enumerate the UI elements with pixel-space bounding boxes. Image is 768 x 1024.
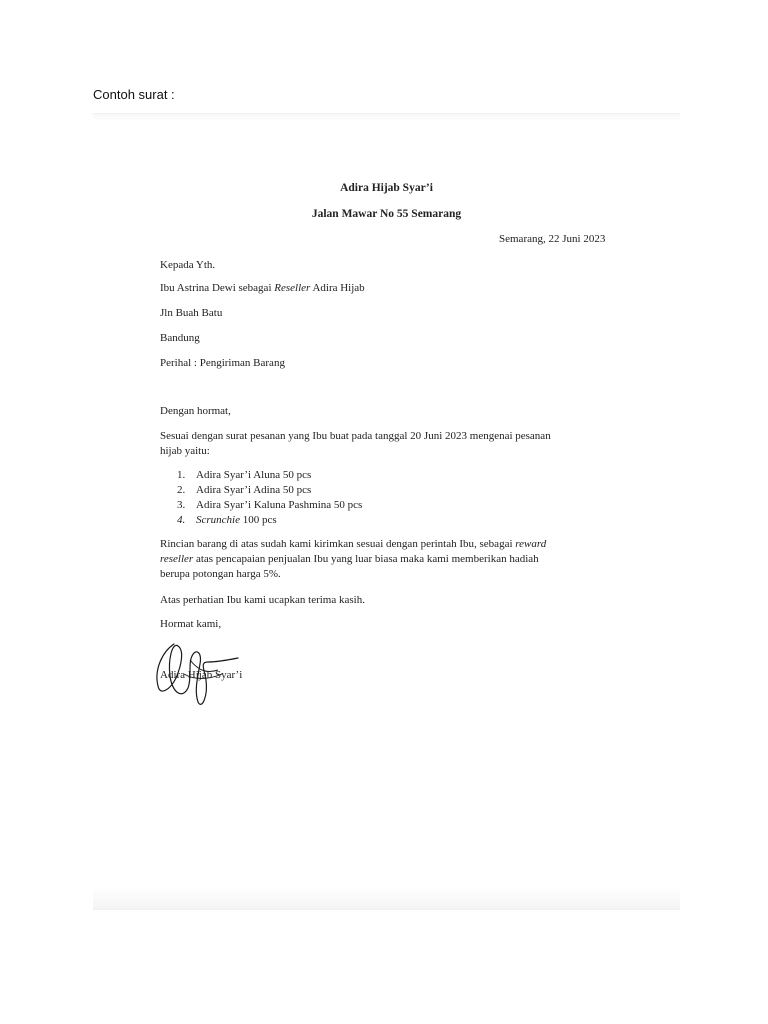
letter-subject: Perihal : Pengiriman Barang [160,357,285,369]
item-4-number: 4. [177,514,186,526]
letter-scan [93,113,680,910]
letter-address: Jalan Mawar No 55 Semarang [311,208,462,220]
item-2-text: Adira Syar’i Adina 50 pcs [196,484,312,496]
letter-para2-line2 [160,553,539,565]
scan-bottom-edge [93,887,680,909]
signature-icon [148,630,248,706]
item-3-text: Adira Syar’i Kaluna Pashmina 50 pcs [196,499,363,511]
letter-signer: Adira Hijab Syar’i [160,669,243,681]
letter-para1-line2: hijab yaitu: [160,445,210,457]
para2-line1-pre: Rincian barang di atas sudah kami kirimkan sesuai dengan perintah Ibu, sebagai [160,538,516,550]
caption-label: Contoh surat : [93,87,175,102]
letter-to-line4: Bandung [160,332,200,344]
para2-line2-post: atas pencapaian penjualan Ibu yang luar biasa maka kami memberikan hadiah [193,553,539,565]
to-line2-italic: Reseller [274,282,311,294]
letter-para2-line1 [160,538,546,550]
item-3-number: 3. [177,499,186,511]
para2-line1-italic: reward [515,538,547,550]
letter-greeting: Dengan hormat, [160,405,231,417]
to-line2-pre: Ibu Astrina Dewi sebagai [160,282,275,294]
letter-para1-line1: Sesuai dengan surat pesanan yang Ibu buat pada tanggal 20 Juni 2023 mengenai pesanan [160,430,551,442]
letter-thanks: Atas perhatian Ibu kami ucapkan terima kasih. [160,594,365,606]
letter-to-line1: Kepada Yth. [160,259,216,271]
para2-line2-italic: reseller [160,553,194,565]
item-1-number: 1. [177,469,186,481]
letter-closing: Hormat kami, [160,618,222,630]
scan-top-edge [93,114,680,122]
letter-to-line3: Jln Buah Batu [160,307,223,319]
item-4-text [196,514,277,526]
letter-company: Adira Hijab Syar’i [340,182,433,194]
item-4-italic: Scrunchie [196,514,240,526]
letter-to-line2 [160,282,365,294]
item-1-text: Adira Syar’i Aluna 50 pcs [196,469,312,481]
item-2-number: 2. [177,484,186,496]
item-4-rest: 100 pcs [239,514,277,526]
to-line2-post: Adira Hijab [310,282,365,294]
letter-place-date: Semarang, 22 Juni 2023 [499,233,606,245]
letter-para2-line3: berupa potongan harga 5%. [160,568,281,580]
